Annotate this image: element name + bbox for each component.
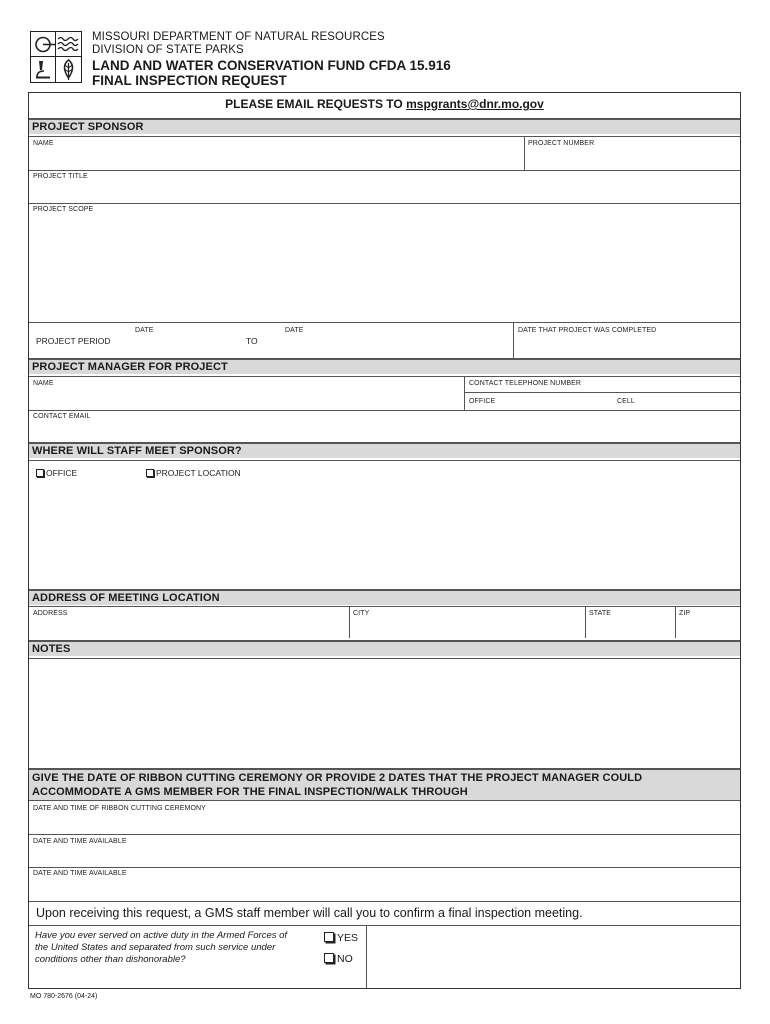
project-number-label: PROJECT NUMBER: [528, 140, 595, 147]
department-name: MISSOURI DEPARTMENT OF NATURAL RESOURCES: [92, 31, 385, 43]
available-datetime-field-1[interactable]: [29, 845, 740, 865]
email-instruction-prefix: PLEASE EMAIL REQUESTS TO: [225, 97, 407, 111]
office-phone-label: OFFICE: [469, 398, 496, 405]
divider: [29, 925, 740, 926]
project-location-checkbox[interactable]: [146, 469, 154, 477]
cell-phone-label: CELL: [617, 398, 635, 405]
ceremony-datetime-label: DATE AND TIME OF RIBBON CUTTING CEREMONY: [33, 805, 206, 812]
project-period-label: PROJECT PERIOD: [36, 336, 111, 346]
zip-field[interactable]: [676, 617, 740, 637]
available-datetime-label-1: DATE AND TIME AVAILABLE: [33, 838, 127, 845]
divider: [29, 203, 740, 204]
to-label: TO: [246, 336, 258, 346]
armed-forces-line3: conditions other than dishonorable?: [35, 954, 186, 965]
state-label: STATE: [589, 610, 612, 617]
microscope-icon: [31, 57, 56, 82]
ceremony-datetime-field[interactable]: [29, 812, 740, 832]
divider: [366, 925, 367, 988]
completion-date-label: DATE THAT PROJECT WAS COMPLETED: [518, 327, 657, 334]
manager-name-field[interactable]: [29, 387, 464, 408]
sponsor-name-label: NAME: [33, 140, 54, 147]
project-location-option[interactable]: [146, 468, 241, 478]
divider: [29, 800, 740, 801]
divider: [29, 834, 740, 835]
contact-email-field[interactable]: [29, 420, 740, 440]
project-number-field[interactable]: [525, 147, 740, 169]
notes-heading: NOTES: [32, 643, 71, 655]
ribbon-heading-line1: GIVE THE DATE OF RIBBON CUTTING CEREMONY OR PROVIDE 2 DATES THAT THE PROJECT MANAGER COULD: [32, 772, 643, 784]
divider: [29, 136, 740, 137]
available-datetime-label-2: DATE AND TIME AVAILABLE: [33, 870, 127, 877]
city-label: CITY: [353, 610, 370, 617]
office-phone-field[interactable]: [500, 394, 610, 409]
address-heading: ADDRESS OF MEETING LOCATION: [32, 592, 220, 604]
city-field[interactable]: [350, 617, 585, 637]
division-name: DIVISION OF STATE PARKS: [92, 44, 244, 56]
meeting-heading: WHERE WILL STAFF MEET SPONSOR?: [32, 445, 242, 457]
divider: [29, 901, 740, 902]
divider: [464, 392, 740, 393]
divider: [29, 170, 740, 171]
form-title-line2: FINAL INSPECTION REQUEST: [92, 73, 287, 88]
yes-option[interactable]: [324, 932, 358, 944]
address-label: ADDRESS: [33, 610, 68, 617]
zip-label: ZIP: [679, 610, 691, 617]
project-title-label: PROJECT TITLE: [33, 173, 88, 180]
address-field[interactable]: [29, 617, 349, 637]
ribbon-heading-line2: ACCOMMODATE A GMS MEMBER FOR THE FINAL INSPECTION/WALK THROUGH: [32, 786, 468, 798]
office-checkbox[interactable]: [36, 469, 44, 477]
sun-arrow-icon: [31, 32, 56, 57]
water-icon: [56, 32, 81, 57]
no-option-label: NO: [337, 953, 353, 965]
manager-name-label: NAME: [33, 380, 54, 387]
project-location-option-label: PROJECT LOCATION: [156, 468, 241, 478]
notes-field[interactable]: [29, 659, 740, 767]
leaf-icon: [56, 57, 81, 82]
contact-email-label: CONTACT EMAIL: [33, 413, 91, 420]
divider: [29, 376, 740, 377]
divider: [29, 410, 740, 411]
notes-band: [29, 640, 740, 656]
form-number: MO 780-2676 (04-24): [30, 993, 98, 1000]
sponsor-name-field[interactable]: [29, 147, 524, 169]
armed-forces-line1: Have you ever served on active duty in the Armed Forces of: [35, 930, 288, 941]
project-scope-field[interactable]: [29, 213, 740, 320]
contact-phone-label: CONTACT TELEPHONE NUMBER: [469, 380, 582, 387]
completion-date-field[interactable]: [514, 336, 740, 356]
start-date-field[interactable]: [120, 334, 230, 354]
available-datetime-field-2[interactable]: [29, 877, 740, 899]
form-title-line1: LAND AND WATER CONSERVATION FUND CFDA 15.916: [92, 58, 451, 73]
office-option[interactable]: [36, 468, 77, 478]
divider: [29, 322, 740, 323]
no-checkbox[interactable]: [324, 953, 334, 963]
yes-option-label: YES: [337, 932, 359, 944]
divider: [29, 867, 740, 868]
project-title-field[interactable]: [29, 180, 740, 202]
project-sponsor-heading: PROJECT SPONSOR: [32, 121, 144, 133]
cell-phone-field[interactable]: [640, 394, 740, 409]
armed-forces-question: [35, 930, 287, 966]
no-option[interactable]: [324, 953, 353, 965]
state-field[interactable]: [586, 617, 675, 637]
confirmation-text: Upon receiving this request, a GMS staff member will call you to confirm a final inspection meeting.: [36, 906, 583, 920]
end-date-field[interactable]: [270, 334, 510, 354]
project-manager-heading: PROJECT MANAGER FOR PROJECT: [32, 361, 228, 373]
divider: [464, 376, 465, 410]
armed-forces-line2: the United States and separated from such service under: [35, 942, 276, 953]
email-link[interactable]: mspgrants@dnr.mo.gov: [406, 97, 544, 111]
email-instruction: [29, 97, 740, 111]
yes-checkbox[interactable]: [324, 932, 334, 942]
divider: [29, 606, 740, 607]
office-option-label: OFFICE: [46, 468, 78, 478]
end-date-label: DATE: [285, 327, 304, 334]
project-scope-label: PROJECT SCOPE: [33, 206, 94, 213]
dnr-logo: [30, 31, 82, 83]
divider: [29, 460, 740, 461]
start-date-label: DATE: [135, 327, 154, 334]
